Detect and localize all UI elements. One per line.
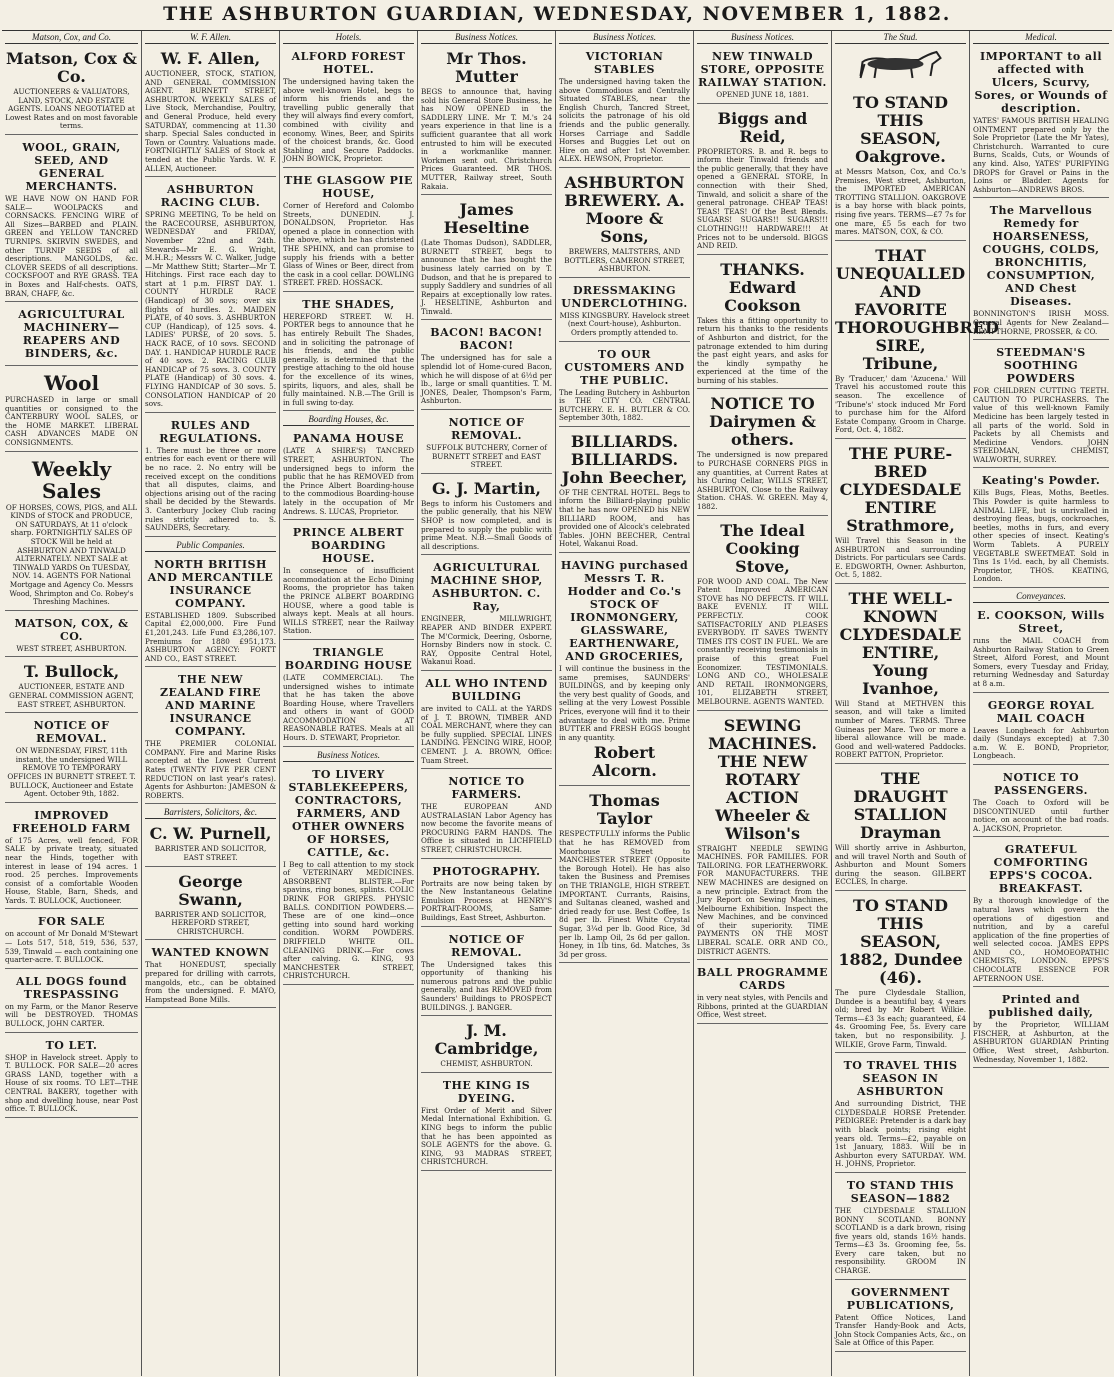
- ad-alford-forest: [283, 46, 414, 168]
- ad-body: I will continue the business in the same premises, SAUNDERS' BUILDINGS, and by keeping only the very best quality of Goods, and selling at the very Lowest Possible Prices, everyone will find it to their advantage to deal with me. Prime BUTTER and FRESH EGGS bought in any quantity.: [559, 664, 690, 742]
- ad-title: ALFORD FOREST HOTEL.: [291, 50, 406, 76]
- ad-title: Mr Thos. Mutter: [446, 49, 527, 86]
- ad-body: The undersigned is now prepared to PURCHASE CORNERS PIGS in any quantities, at Current Rates at his Curing Cellar, WILLS STREET, ASHBURTON, Close to the Railway Station. CHAS. W. GREEN. May 4, 1882.: [697, 450, 828, 512]
- ad-title: Weekly Sales: [31, 456, 112, 503]
- ad-oakgrove: [835, 90, 966, 241]
- ad-title: NOTICE TO Dairymen & others.: [709, 394, 816, 450]
- ad-title: WANTED KNOWN: [151, 946, 270, 960]
- ad-title: WOOL, GRAIN, SEED, AND GENERAL MERCHANTS.: [22, 140, 121, 193]
- ad-glasgow-pie: [283, 170, 414, 292]
- ad-title: DRESSMAKING UNDERCLOTHING.: [561, 283, 688, 310]
- ad-body: runs the MAIL COACH from Ashburton Railway Station to Green Street, Alford Forest, and Mount Somers, every Tuesday and Friday, returning Wednesday and Saturday at 8 a.m.: [973, 636, 1109, 688]
- ad-prince-albert: [283, 522, 414, 640]
- ad-body: OF THE CENTRAL HOTEL. Begs to inform the Billiard-playing public that he has now OPENED his NEW BILLIARD ROOM, and has provided one of Alcock's celebrated Tables. JOHN BEECHER, Central Hotel, Wakanui Road.: [559, 487, 690, 549]
- ad-body: That HONEDUST, specially prepared for drilling with carrots, mangolds, etc., can be obtained from the undersigned. F. MAYO, Hampstead Bone Mills.: [145, 960, 276, 1004]
- column-heading: W. F. Allen.: [145, 31, 276, 44]
- ad-body: BONNINGTON'S IRISH MOSS. General Agents for New Zealand—KEMPTHORNE, PROSSER, & CO.: [973, 309, 1109, 336]
- ad-title: George Swann,: [178, 871, 243, 909]
- ad-title: TO OUR CUSTOMERS AND THE PUBLIC.: [564, 347, 685, 387]
- ad-body: BREWERS, MALTSTERS, AND BOTTLERS, CAMERON STREET, ASHBURTON.: [564, 246, 685, 274]
- ad-title: TRIANGLE BOARDING HOUSE: [284, 645, 413, 672]
- ad-body: BEGS to announce that, having sold his General Store Business, he has NOW OPENED in the SADDLERY LINE. Mr T. M.'s 24 years experience in that line is a sufficient guarantee that all work entrusted to him will be executed in a workmanlike manner. Workmen sent out. Christchurch Prices Guaranteed. MR THOS. MUTTER, Railway street, South Rakaia.: [421, 87, 552, 191]
- ad-body: The Undersigned takes this opportunity of thanking his numerous patrons and the public generally, and has REMOVED from Saunders' Buildings to PROSPECT BUILDINGS. J. BANGER.: [421, 959, 552, 1012]
- ad-title: THE GLASGOW PIE HOUSE,: [284, 173, 413, 200]
- ad-signature: Robert Alcorn.: [592, 743, 657, 781]
- ad-title: T. Bullock,: [23, 662, 120, 682]
- ad-weekly-sales: [5, 454, 138, 611]
- ad-epps-cocoa: [973, 839, 1109, 987]
- ad-body: The Leading Butchery in Ashburton is THE CITY CO. CENTRAL BUTCHERY. E. H. BUTLER & CO. September 30th, 1882.: [559, 387, 690, 423]
- ad-body: The undersigned having taken the above well-known Hotel, begs to inform his friends and the travelling public generally that they will always find every comfort, combined with civility and economy. Wines, Beer, and Spirits of the choicest brands, &c. Good Stabling and Secure Paddocks. JOHN BOWICK, Proprietor.: [283, 77, 414, 164]
- ad-body: First Order of Merit and Silver Medal International Exhibition. G. KING begs to inform the public that he has been appointed as SOLE AGENTS for the above. G. KING, 93 MADRAS STREET, CHRISTCHURCH.: [421, 1105, 552, 1167]
- ad-body: are invited to CALL at the YARDS of J. T. BROWN, TIMBER AND COAL MERCHANT, where they can be fully supplied. SPECIAL LINES LANDING. FENCING WIRE, HOOP, CEMENT. J. A. BROWN, Office: Tuam Street.: [421, 703, 552, 765]
- ad-title: AGRICULTURAL MACHINERY—REAPERS AND BINDERS, &c.: [18, 308, 125, 361]
- ad-title: James Heseltine: [443, 200, 530, 238]
- ad-pretender: [835, 1055, 966, 1173]
- ad-tribune: [835, 243, 999, 439]
- ad-body: SUFFOLK BUTCHERY, Corner of BURNETT STREET and EAST STREET.: [426, 443, 547, 470]
- ad-sewing-machines: [697, 713, 828, 961]
- ad-title: THE SHADES,: [302, 297, 395, 311]
- ad-passengers: [973, 767, 1109, 837]
- ad-title: E. COOKSON, Wills Street,: [977, 609, 1105, 635]
- ad-notice-removal: [5, 715, 138, 803]
- ad-panama-house: [283, 428, 414, 520]
- ad-body: Patent Office Notices, Land Transfer Handy-Book and Acts, John Stock Companies Acts, &c., on Sale at Office of this Paper.: [835, 1312, 966, 1348]
- ad-body: on account of Mr Donald M'Stewart — Lots 517, 518, 519, 536, 537, 539, Tinwald — each containing one quarter-acre. T. BULLOCK.: [5, 929, 138, 965]
- column-2: [142, 31, 280, 1376]
- ad-body: 1. There must be three or more entries for each event or there will be no race. 2. No entry will be received except on the conditions that all disputes, claims, and objections arising out of the racing shall be decided by the Stewards. 3. Canterbury Jockey Club racing rules strictly adhered to. S. SAUNDERS, Secretary.: [145, 445, 276, 533]
- ad-title: IMPORTANT to all affected with Ulcers, Scurvy, Sores, or Wounds of description.: [974, 50, 1108, 115]
- column-heading: Business Notices.: [559, 31, 690, 44]
- ad-body: BARRISTER AND SOLICITOR, HEREFORD STREET, CHRISTCHURCH.: [154, 909, 267, 936]
- ad-body: PROPRIETORS. B. and R. begs to inform their Tinwald friends and the public generally, that they have opened a GENERAL STORE, In connection with their Shed, Tinwald, and solicit a share of the general patronage. CHEAP TEAS! TEAS! TEAS! Of the Best Blends. SUGARS! SUGARS!! SUGARS!!! CLOTHING!!! HARDWARE!!! At Prices not to be undersold. BIGGS AND REID.: [697, 146, 828, 251]
- ad-body: FOR WOOD AND COAL. The New Patent Improved AMERICAN STOVE has NO DEFECTS. IT WILL BAKE EVENLY. IT WILL PERFECTLY. COOK SATISFACTORILY AND PLEASES EVERYBODY. IT SAVES TWENTY TIMES ITS COST IN FUEL. We are constantly receiving testimonials in praise of this great Fuel Economizer. TESTIMONIALS. LONG AND CO., WHOLESALE AND RETAIL IRONMONGERS, 101, ELIZABETH STREET, MELBOURNE. AGENTS WANTED.: [697, 576, 828, 706]
- ad-title: TO LET.: [45, 1038, 98, 1052]
- ad-body: (LATE COMMERCIAL). The undersigned wishes to intimate that he has taken the above Boarding House, where Travellers and others in want of GOOD ACCOMMODATION AT REASONABLE RATES. Meals at all Hours. D. STEWART, Proprietor.: [283, 672, 414, 743]
- ad-wanted-known: [145, 942, 276, 1008]
- ad-body: By 'Traducer,' dam 'Azucena.' Will Travel his accustomed route this season. The excellence of 'Tribune's' stock induced Mr Ford to purchase him for the Alford Estate Company. Groom in Charge. Ford, Oct. 4, 1882.: [835, 373, 966, 435]
- ad-wool: [5, 368, 138, 452]
- ad-body: CHEMIST, ASHBURTON.: [440, 1059, 533, 1069]
- ad-body: (Late Thomas Dudson), SADDLER, BURNETT STREET, begs to announce that he has bought the business lately carried on by T. Dudson, and that he is prepared to supply Saddlery and sundries of all Repairs at exceptionally low rates. J. HESELTINE, Ashburton and Tinwald.: [421, 238, 552, 316]
- ad-body: ESTABLISHED 1809. Subscribed Capital £2,000,000. Fire Fund £1,201,243. Life Fund £3,286,107. Premiums for 1880 £951,173. ASHBURTON AGENCY: FORTT AND CO., EAST STREET.: [145, 610, 276, 663]
- ad-title: ASHBURTON RACING CLUB.: [160, 183, 261, 210]
- ad-title: SEWING MACHINES. THE NEW ROTARY ACTION Wheeler & Wilson's: [708, 715, 817, 843]
- ad-body: Kills Bugs, Fleas, Moths, Beetles. This Powder is quite harmless to ANIMAL LIFE, but is unrivalled in destroying fleas, bugs, cockroaches, beetles, moths in furs, and every other species of insect. Keating's Worm Tablets. A PURELY VEGETABLE SWEETMEAT. Sold in Tins 1s 1½d. each, by all Chemists. Proprietor, THOS. KEATING, London.: [973, 488, 1109, 584]
- ad-title: Matson, Cox & Co.: [6, 49, 137, 86]
- ad-cookson-coach: [973, 605, 1109, 693]
- column-heading: The Stud.: [835, 31, 966, 44]
- ad-biggs-reid: [697, 106, 828, 255]
- ad-victorian-stables: [559, 46, 690, 168]
- ad-body: MISS KINGSBURY. Havelock street (next Court-house), Ashburton. Orders promptly attended to.: [559, 310, 690, 337]
- ad-title: GRATEFUL COMFORTING EPPS'S COCOA. BREAKFAST.: [989, 843, 1093, 896]
- ad-rules: [145, 415, 276, 537]
- ad-to-let: [5, 1035, 138, 1118]
- ad-bullock: [5, 659, 138, 713]
- ad-heseltine: [421, 197, 552, 320]
- ad-king-dyeing: [421, 1075, 552, 1171]
- ad-veterinary: [283, 764, 414, 985]
- ad-moore-sons: [559, 170, 690, 278]
- ad-body: By a thorough knowledge of the natural laws which govern the operations of digestion and nutrition, and by a careful application of the fine properties of well selected cocoa. JAMES EPPS AND CO., HOMOEOPATHIC CHEMISTS, LONDON. EPPS'S CHOCOLATE ESSENCE FOR AFTERNOON USE.: [973, 896, 1109, 983]
- ad-ball-programme: [697, 962, 828, 1024]
- column-8: [970, 31, 1112, 1376]
- ad-title: MATSON, COX, & CO.: [14, 616, 129, 643]
- ad-title: TO STAND THIS SEASON, 1882, Dundee (46).: [838, 896, 963, 987]
- column-3: [280, 31, 418, 1376]
- column-4: [418, 31, 556, 1376]
- ad-freehold-farm: [5, 805, 138, 910]
- ad-nz-fire-marine: [145, 669, 276, 804]
- ad-photography: [421, 861, 552, 927]
- ad-for-sale: [5, 911, 138, 968]
- ad-body: The undersigned has for sale a splendid lot of Home-cured Bacon, which he will dispose of at 6½d per lb., large or small quantities. T. M. JONES, Dealer, Thompson's Farm, Ashburton.: [421, 353, 552, 406]
- section-heading: Barristers, Solicitors, &c.: [145, 806, 276, 819]
- ad-title: VICTORIAN STABLES: [585, 50, 664, 76]
- ad-body: THE PREMIER COLONIAL COMPANY. Fire and Marine Risks accepted at the Lowest Current Rates (TWENTY FIVE PER CENT REDUCTION on last year's rates). Agents for Ashburton: JAMESON & ROBERTS.: [145, 739, 276, 800]
- ad-title: HAVING purchased Messrs T. R. Hodder and Co.'s STOCK OF IRONMONGERY, GLASSWARE, EARTHENWARE, AND GROCERIES,: [560, 559, 689, 664]
- column-heading: Matson, Cox, and Co.: [5, 31, 138, 44]
- ad-title: NEW TINWALD STORE, OPPOSITE RAILWAY STATION.: [698, 50, 827, 89]
- ad-imprint: [973, 989, 1109, 1068]
- ad-steedman: [973, 342, 1109, 468]
- ad-government-publications: [835, 1282, 966, 1352]
- ad-body: The Coach to Oxford will be DISCONTINUED until further notice, on account of the bad roads. A. JACKSON, Proprietor.: [973, 797, 1109, 833]
- horse-illustration: [835, 48, 966, 84]
- ad-title: RULES AND REGULATIONS.: [159, 418, 262, 445]
- ad-title: Thomas Taylor: [589, 791, 660, 829]
- ad-title: STEEDMAN'S SOOTHING POWDERS: [996, 346, 1086, 386]
- ad-title: THE DRAUGHT STALLION Drayman: [853, 769, 948, 843]
- ad-thos-mutter: [421, 46, 552, 195]
- ad-irish-moss: [973, 200, 1109, 340]
- ad-title: ASHBURTON BREWERY. A. Moore & Sons,: [564, 172, 685, 246]
- ad-title: THE KING IS DYEING.: [442, 1078, 531, 1105]
- ad-body: The undersigned having taken the above Commodious and Centrally Situated STABLES, near the English Church, Tancred Street, solicits the patronage of his old friends and the public generally. Horses Carriage and Saddle Horses and Buggies Let out on Hire on and after 1st November. ALEX. HEWSON, Proprietor.: [559, 77, 690, 164]
- ad-title: THAT UNEQUALLED AND FAVORITE THOROUGHBRED SIRE, Tribune,: [835, 245, 999, 373]
- ad-drayman: [835, 766, 966, 891]
- ad-title: GOVERNMENT PUBLICATIONS,: [846, 1285, 955, 1312]
- column-heading: Business Notices.: [421, 31, 552, 44]
- ad-title: TO STAND THIS SEASON, Oakgrove.: [853, 93, 948, 166]
- section-heading: Business Notices.: [283, 749, 414, 762]
- ad-body: in very neat styles, with Pencils and Ribbons, printed at the GUARDIAN Office, West street.: [697, 993, 828, 1020]
- ad-body: And surrounding District, THE CLYDESDALE HORSE Pretender. PEDIGREE: Pretender is a dark bay with black points; rising eight years old. Terms—£2, payable on 1st January, 1883. Will be in Ashburton every SATURDAY. WM. H. JOHNS, Proprietor.: [835, 1099, 966, 1169]
- ad-body: ON WEDNESDAY, FIRST, 11th instant, the undersigned WILL REMOVE TO TEMPORARY OFFICES IN BURNETT STREET. T. BULLOCK, Auctioneer and Estate Agent. October 9th, 1882.: [7, 746, 136, 799]
- ad-body: WEST STREET, ASHBURTON.: [16, 643, 127, 653]
- ad-body: by the Proprietor, WILLIAM FISCHER, at Ashburton, at the ASHBURTON GUARDIAN Printing Office, West street, Ashburton. Wednesday, November 1, 1882.: [973, 1020, 1109, 1064]
- ad-tinwald-store: [697, 46, 828, 104]
- ad-body: of 175 Acres, well fenced, FOR SALE by private treaty, situated near the Hinds, together with interest in lease of 194 acres. 1 rood. 25 perches. Improvements consist of a comfortable Wooden House, Stable, Barn, Sheds, and Yards. T. BULLOCK, Auctioneer.: [5, 835, 138, 905]
- ad-body: on my Farm, or the Manor Reserve will be DESTROYED. THOMAS BULLOCK, JOHN CARTER.: [5, 1001, 138, 1029]
- ad-racing-club: [145, 179, 276, 413]
- ad-title: NOTICE OF REMOVAL.: [448, 932, 525, 959]
- ad-body: YATES' FAMOUS BRITISH HEALING OINTMENT prepared only by the Sole Proprietor (Late the Mr Yates), Christchurch. Warranted to cure Burns, Scalds, Cuts, or Wounds of any kind. Also, YATES' PURIFYING DROPS for Gravel or Pains in the Loins or Bladder. Agents for Ashburton—ANDREWS BROS.: [973, 116, 1109, 194]
- ad-strathmore: [835, 441, 966, 584]
- ad-body: SHOP in Havelock street. Apply to T. BULLOCK. FOR SALE—20 acres GRASS LAND, together with a House of six rooms. TO LET—THE CENTRAL BAKERY, together with shop and dwelling house, near Post office. T. BULLOCK.: [5, 1052, 138, 1114]
- ad-body: In consequence of insufficient accommodation at the Echo Dining Rooms, the proprietor has taken the PRINCE ALBERT BOARDING HOUSE, where a good table is always kept. Meals at all hours. WILLS STREET, near the Railway Station.: [283, 566, 414, 636]
- ad-body: Will Travel this Season in the ASHBURTON and surrounding Districts. For particulars see Cards. E. EDGWORTH, Owner. Ashburton, Oct. 5, 1882.: [835, 535, 966, 580]
- ad-body: AUCTIONEER, ESTATE AND GENERAL COMMISSION AGENT, EAST STREET, ASHBURTON.: [9, 682, 134, 709]
- ad-title: The Ideal Cooking Stove,: [720, 520, 805, 576]
- ad-the-shades: [283, 294, 414, 412]
- ad-title: THE NEW ZEALAND FIRE AND MARINE INSURANCE COMPANY.: [159, 673, 262, 739]
- ad-body: SPRING MEETING, To be held on the RACECOURSE, ASHBURTON, WEDNESDAY and FRIDAY, November 22nd and 24th. Stewards—Mr E. G. Wright, M.H.R.; Messrs W. C. Walker, Judge—Mr Matthew Stitt; Starter—Mr T. Hitchings. First race each day to start at 1 p.m. FIRST DAY. 1. COUNTY HURDLE RACE (Handicap) of 30 sovs; over six flights of hurdles. 2. MAIDEN PLATE, of 40 sovs. 3. ASHBURTON CUP (Handicap), of 125 sovs. 4. LADIES' PURSE, of 20 sovs. 5. HACK RACE, of 10 sovs. SECOND DAY. 1. HANDICAP HURDLE RACE of 40 sovs. 2. RACING CLUB HANDICAP of 75 sovs. 3. COUNTY PLATE (Handicap) of 30 sovs. 4. FLYING HANDICAP of 30 sovs. 5. CONSOLATION HANDICAP of 20 sovs.: [145, 210, 276, 409]
- ad-title: THANKS. Edward Cookson: [720, 259, 805, 315]
- ad-ideal-stove: [697, 518, 828, 711]
- ad-beecher-billiards: [559, 429, 690, 553]
- ad-body: ENGINEER, MILLWRIGHT, REAPER AND BINDER EXPERT. The M'Cormick, Deering, Osborne, Hornsby Binders now in stock. C. RAY, Opposite Central Hotel, Wakanui Road.: [421, 614, 552, 667]
- ad-title: C. W. Purnell,: [149, 824, 272, 844]
- ad-title: G. J. Martin,: [432, 478, 541, 498]
- ad-suffolk-butchery: [421, 412, 552, 474]
- ad-title: AGRICULTURAL MACHINE SHOP, ASHBURTON. C. Ray,: [430, 561, 543, 614]
- ad-dundee: [835, 893, 966, 1053]
- ad-body: THE CLYDESDALE STALLION BONNY SCOTLAND. BONNY SCOTLAND is a dark brown, rising five years old, stands 16½ hands. Terms—£3 3s. Grooming fee, 5s. Every care taken, but no responsibility. GROOM IN CHARGE.: [835, 1205, 966, 1276]
- ad-title: FOR SALE: [38, 915, 105, 929]
- ad-body: Portraits are now being taken by the New Instantaneous Gelatine Emulsion Process at HENRY'S PORTRAIT-ROOMS, Same-Buildings, East Street, Ashburton.: [421, 878, 552, 923]
- ad-swann: [145, 869, 276, 941]
- ad-title: IMPROVED FREEHOLD FARM: [12, 808, 131, 835]
- ad-thomas-taylor: [559, 788, 690, 963]
- ad-cambridge: [421, 1018, 552, 1073]
- ad-body: HEREFORD STREET. W. H. PORTER begs to announce that he has entirely Rebuilt The Shades, and in soliciting the patronage of his friends, and the public generally, is determined that the prestige attaching to the old house for the excellence of its wines, spirits, liquors, and ales, shall be fully maintained. N.B.—The Grill is in full swing to-day.: [283, 311, 414, 407]
- ad-title: ALL WHO INTEND BUILDING: [425, 676, 548, 703]
- ad-body: Begs to inform his Customers and the public generally, that his NEW SHOP is now completed, and is prepared to supply the public with prime Meat. N.B.—Small Goods of all descriptions.: [421, 498, 552, 551]
- ad-title: NOTICE TO FARMERS.: [448, 775, 525, 802]
- ad-body: Takes this a fitting opportunity to return his thanks to the residents of Ashburton and district, for the patronage extended to him during the past eight years, and asks for the kindly sympathy he experienced at the time of the burning of his stables.: [697, 315, 828, 385]
- ad-title: The Marvellous Remedy for HOARSENESS, COUGHS, COLDS, BRONCHITIS, CONSUMPTION, AND Chest Diseases.: [982, 204, 1100, 309]
- ad-body: at Messrs Matson, Cox, and Co.'s Premises, West street, Ashburton, the IMPORTED AMERICAN TROTTING STALLION. OAKGROVE is a bay horse with black points, rising five years. TERMS—£7 7s for one mare, £5 5s each for two mares. MATSON, COX, & CO.: [835, 167, 966, 237]
- ad-body: THE EUROPEAN AND AUSTRALASIAN Labor Agency has now become the favorite means of PROCURING FARM HANDS. The Office is situated in LICHFIELD STREET, CHRISTCHURCH.: [421, 802, 552, 855]
- ad-north-british: [145, 554, 276, 668]
- ad-title: THE WELL-KNOWN CLYDESDALE ENTIRE, Young Ivanhoe,: [839, 588, 962, 698]
- ad-title: TO STAND THIS SEASON—1882: [846, 1178, 955, 1205]
- ad-building: [421, 673, 552, 769]
- ad-title: W. F. Allen,: [160, 49, 261, 68]
- ad-title: THE PURE-BRED CLYDESDALE ENTIRE Strathmore,: [839, 443, 962, 535]
- ad-dogs-trespassing: [5, 971, 138, 1033]
- ad-keating: [973, 470, 1109, 588]
- ad-body: OF HORSES, COWS, PIGS, and ALL KINDS of STOCK and PRODUCE, ON SATURDAYS, At 11 o'clock sharp. FORTNIGHTLY SALES OF STOCK Will be held at ASHBURTON AND TINWALD ALTERNATELY. NEXT SALE at TINWALD YARDS On TUESDAY, NOV. 14. AGENTS FOR National Mortgage and Agency Co. Messrs Wood, Shrimpton and Co. Robey's Threshing Machines.: [5, 502, 138, 607]
- ad-matson-cox: [5, 46, 138, 135]
- ad-agricultural-machinery: [5, 304, 138, 366]
- ad-title: TO TRAVEL THIS SEASON IN ASHBURTON: [843, 1059, 958, 1099]
- ad-bacon: [421, 322, 552, 410]
- ad-labor-agency: [421, 771, 552, 859]
- ad-body: OPENED JUNE 18, 1881.: [716, 90, 809, 99]
- ad-body: AUCTIONEER, STOCK, STATION, AND GENERAL COMMISSION AGENT. BURNETT STREET, ASHBURTON. WEEKLY SALES of Live Stock, Merchandise, Poultry, and General Produce, held every SATURDAY, commencing at 11.30 sharp. Special Sales conducted in Town or Country. Valuations made. FORTNIGHTLY SALES of Stock at tended at the Public Yards. W. F. ALLEN, Auctioneer.: [145, 69, 276, 173]
- ad-body: Corner of Hereford and Colombo Streets, DUNEDIN. J. DONALDSON, Proprietor. Has opened a place in connection with the above, which he has christened THE SPHINX, and can promise to supply his friends with a better Glass of Wines or Beer, direct from the cask in a cool cellar. DOWLING STREET. FRED. HOSSACK.: [283, 200, 414, 288]
- ad-title: BALL PROGRAMME CARDS: [697, 966, 828, 993]
- column-6: [694, 31, 832, 1376]
- ad-title: BACON! BACON! BACON!: [430, 326, 543, 353]
- ad-title: J. M. Cambridge,: [434, 1021, 539, 1059]
- ad-title: ALL DOGS found TRESPASSING: [16, 974, 127, 1001]
- ad-wool-grain: [5, 137, 138, 302]
- ad-young-ivanhoe: [835, 586, 966, 764]
- ad-banger-removal: [421, 929, 552, 1017]
- ad-title: Biggs and Reid,: [717, 108, 808, 146]
- column-5: [556, 31, 694, 1376]
- ad-title: NORTH BRITISH AND MERCANTILE INSURANCE COMPANY.: [147, 557, 274, 610]
- ad-title: NOTICE OF REMOVAL.: [33, 719, 110, 746]
- ad-ironmongery: [559, 555, 690, 786]
- ad-body: The pure Clydesdale Stallion, Dundee is a beautiful bay, 4 years old; bred by Mr Robert Wilkie. Terms—£3 3s each; guaranteed, £4 4s. Grooming Fee, 5s. Every care taken, but no responsibility. J. WILKIE, Grove Farm, Tinwald.: [835, 988, 966, 1049]
- ad-body: PURCHASED in large or small quantities or consigned to the CANTERBURY WOOL SALES, or the HOME MARKET. LIBERAL CASH ADVANCES MADE ON CONSIGNMENTS.: [5, 395, 138, 448]
- ad-purnell: [145, 821, 276, 866]
- ad-body: BARRISTER AND SOLICITOR, EAST STREET.: [154, 844, 267, 863]
- section-heading: Conveyances.: [973, 590, 1109, 603]
- newspaper-columns: [2, 30, 1112, 1376]
- newspaper-masthead: THE ASHBURTON GUARDIAN, WEDNESDAY, NOVEMBER 1, 1882.: [163, 3, 951, 25]
- ad-title: NOTICE OF REMOVAL.: [448, 416, 525, 443]
- ad-body: I Beg to call attention to my stock of VETERINARY MEDICINES. ABSORBENT BLISTER.—For spavins, ring bones, splints. COLIC DRINK FOR GRIPES. PHYSIC BALLS. CONDITION POWDERS.—These are of one kind—once getting into sound hard working condition. WORM POWDERS. DRIFFIELD WHITE OIL. CLEANING DRINK.—For cows after calving. G. KING, 93 MANCHESTER STREET, CHRISTCHURCH.: [283, 859, 414, 981]
- ad-c-ray: [421, 557, 552, 671]
- section-heading: Public Companies.: [145, 539, 276, 552]
- column-heading: Business Notices.: [697, 31, 828, 44]
- ad-title: PANAMA HOUSE: [292, 432, 405, 446]
- ad-title: NOTICE TO PASSENGERS.: [994, 770, 1088, 797]
- ad-wf-allen: [145, 46, 276, 177]
- ad-city-butchery: [559, 344, 690, 427]
- ad-body: Leaves Longbeach for Ashburton daily (Sundays excepted) at 7.30 a.m. W. E. BOND, Proprietor, Longbeach.: [973, 725, 1109, 761]
- ad-title: Wool: [43, 371, 100, 396]
- ad-body: FOR CHILDREN CUTTING TEETH. CAUTION TO PURCHASERS. The value of this well-known Family Medicine has been largely tested in all parts of the world. Sold in Packets by all Chemists and Medicine Vendors. JOHN STEEDMAN, CHEMIST, WALWORTH, SURREY.: [973, 386, 1109, 464]
- ad-body: STRAIGHT NEEDLE SEWING MACHINES. FOR FAMILIES. FOR TAILORING. FOR LEATHERWORK. FOR MANUFACTURERS. THE NEW MACHINES are designed on a new principle. Extract from the Jury Report on Sewing Machines, Melbourne Exhibition. Inspect the New Machines, and be convinced of their superiority. TIME PAYMENTS ON THE MOST LIBERAL SCALE. ORR AND CO., DISTRICT AGENTS.: [697, 843, 828, 956]
- section-heading: Boarding Houses, &c.: [283, 413, 414, 426]
- ad-title: GEORGE ROYAL MAIL COACH: [987, 698, 1095, 725]
- ad-title: PHOTOGRAPHY.: [432, 864, 541, 878]
- column-7: [832, 31, 999, 1376]
- ad-title: BILLIARDS. BILLIARDS. John Beecher,: [561, 431, 688, 487]
- ad-body: AUCTIONEERS & VALUATORS, LAND, STOCK, AND ESTATE AGENTS. LOANS NEGOTIATED at Lowest Rates and on most favorable terms.: [5, 87, 138, 131]
- ad-body: Will shortly arrive in Ashburton, and will travel North and South of Ashburton and Mount Somers during the season. GILBERT ECCLES, In charge.: [835, 843, 966, 887]
- ad-triangle-boarding: [283, 642, 414, 747]
- ad-body: RESPECTFULLY informs the Public that he has REMOVED from Moorhouse Street to MANCHESTER STREET (Opposite the Borough Hotel). He has also taken the Business and Premises on THE TRIANGLE, HIGH STREET. IMPORTANT. Currants, Raisins, and Sultanas cleaned, washed and dried ready for use. Best Coffee, 1s 8d per lb. Finest White Crystal Sugar, 3¼d per lb. Good Rice, 3d per lb. Lamp Oil, 2s 6d per gallon. Honey, in 1lb tins, 6d. Matches, 3s 3d per gross.: [559, 829, 690, 959]
- ad-title: TO LIVERY STABLEKEEPERS, CONTRACTORS, FARMERS, AND OTHER OWNERS OF HORSES, CATTLE, &c.: [288, 767, 409, 859]
- ad-body: (LATE A SHIRE'S) TANCRED STREET, ASHBURTON. The undersigned begs to inform the public that he has REMOVED from the Prince Albert Boarding-house to the commodious Boarding-house lately in the occupation of Mr Andrews. S. LUCAS, Proprietor.: [283, 446, 414, 516]
- ad-edward-cookson: [697, 257, 828, 390]
- ad-title: Printed and published daily,: [988, 993, 1094, 1020]
- ad-dressmaking: [559, 280, 690, 342]
- ad-body: Will Stand at METHVEN this season, and will take a limited number of Mares. TERMS. Three Guineas per Mare. Two or more a liberal allowance will be made. Good and well-watered Paddocks. ROBERT PATTON, Proprietor.: [835, 698, 966, 760]
- column-heading: Hotels.: [283, 31, 414, 44]
- ad-yates-ointment: [973, 46, 1109, 198]
- ad-gj-martin: [421, 476, 552, 556]
- ad-royal-mail: [973, 695, 1109, 765]
- ad-title: PRINCE ALBERT BOARDING HOUSE.: [292, 526, 405, 566]
- ad-matson-signature: [5, 613, 138, 658]
- ad-dairymen: [697, 391, 828, 515]
- column-1: [2, 31, 142, 1376]
- ad-body: WE HAVE NOW ON HAND FOR SALE— WOOLPACKS and CORNSACKS. FENCING WIRE of All Sizes—BARBED and PLAIN. GREEN and YELLOW TANCRED TURNIPS. SKIRVIN SWEDES, and other TURNIP SEEDS of all descriptions. MANGOLDS, &c. CLOVER SEEDS of all descriptions. COCKSFOOT and RYE GRASS. TEA in Boxes and Half-chests. OATS, BRAN, CHAFF, &c.: [5, 193, 138, 298]
- ad-title: Keating's Powder.: [981, 474, 1101, 488]
- column-heading: Medical.: [973, 31, 1109, 44]
- ad-bonny-scotland: [835, 1175, 966, 1280]
